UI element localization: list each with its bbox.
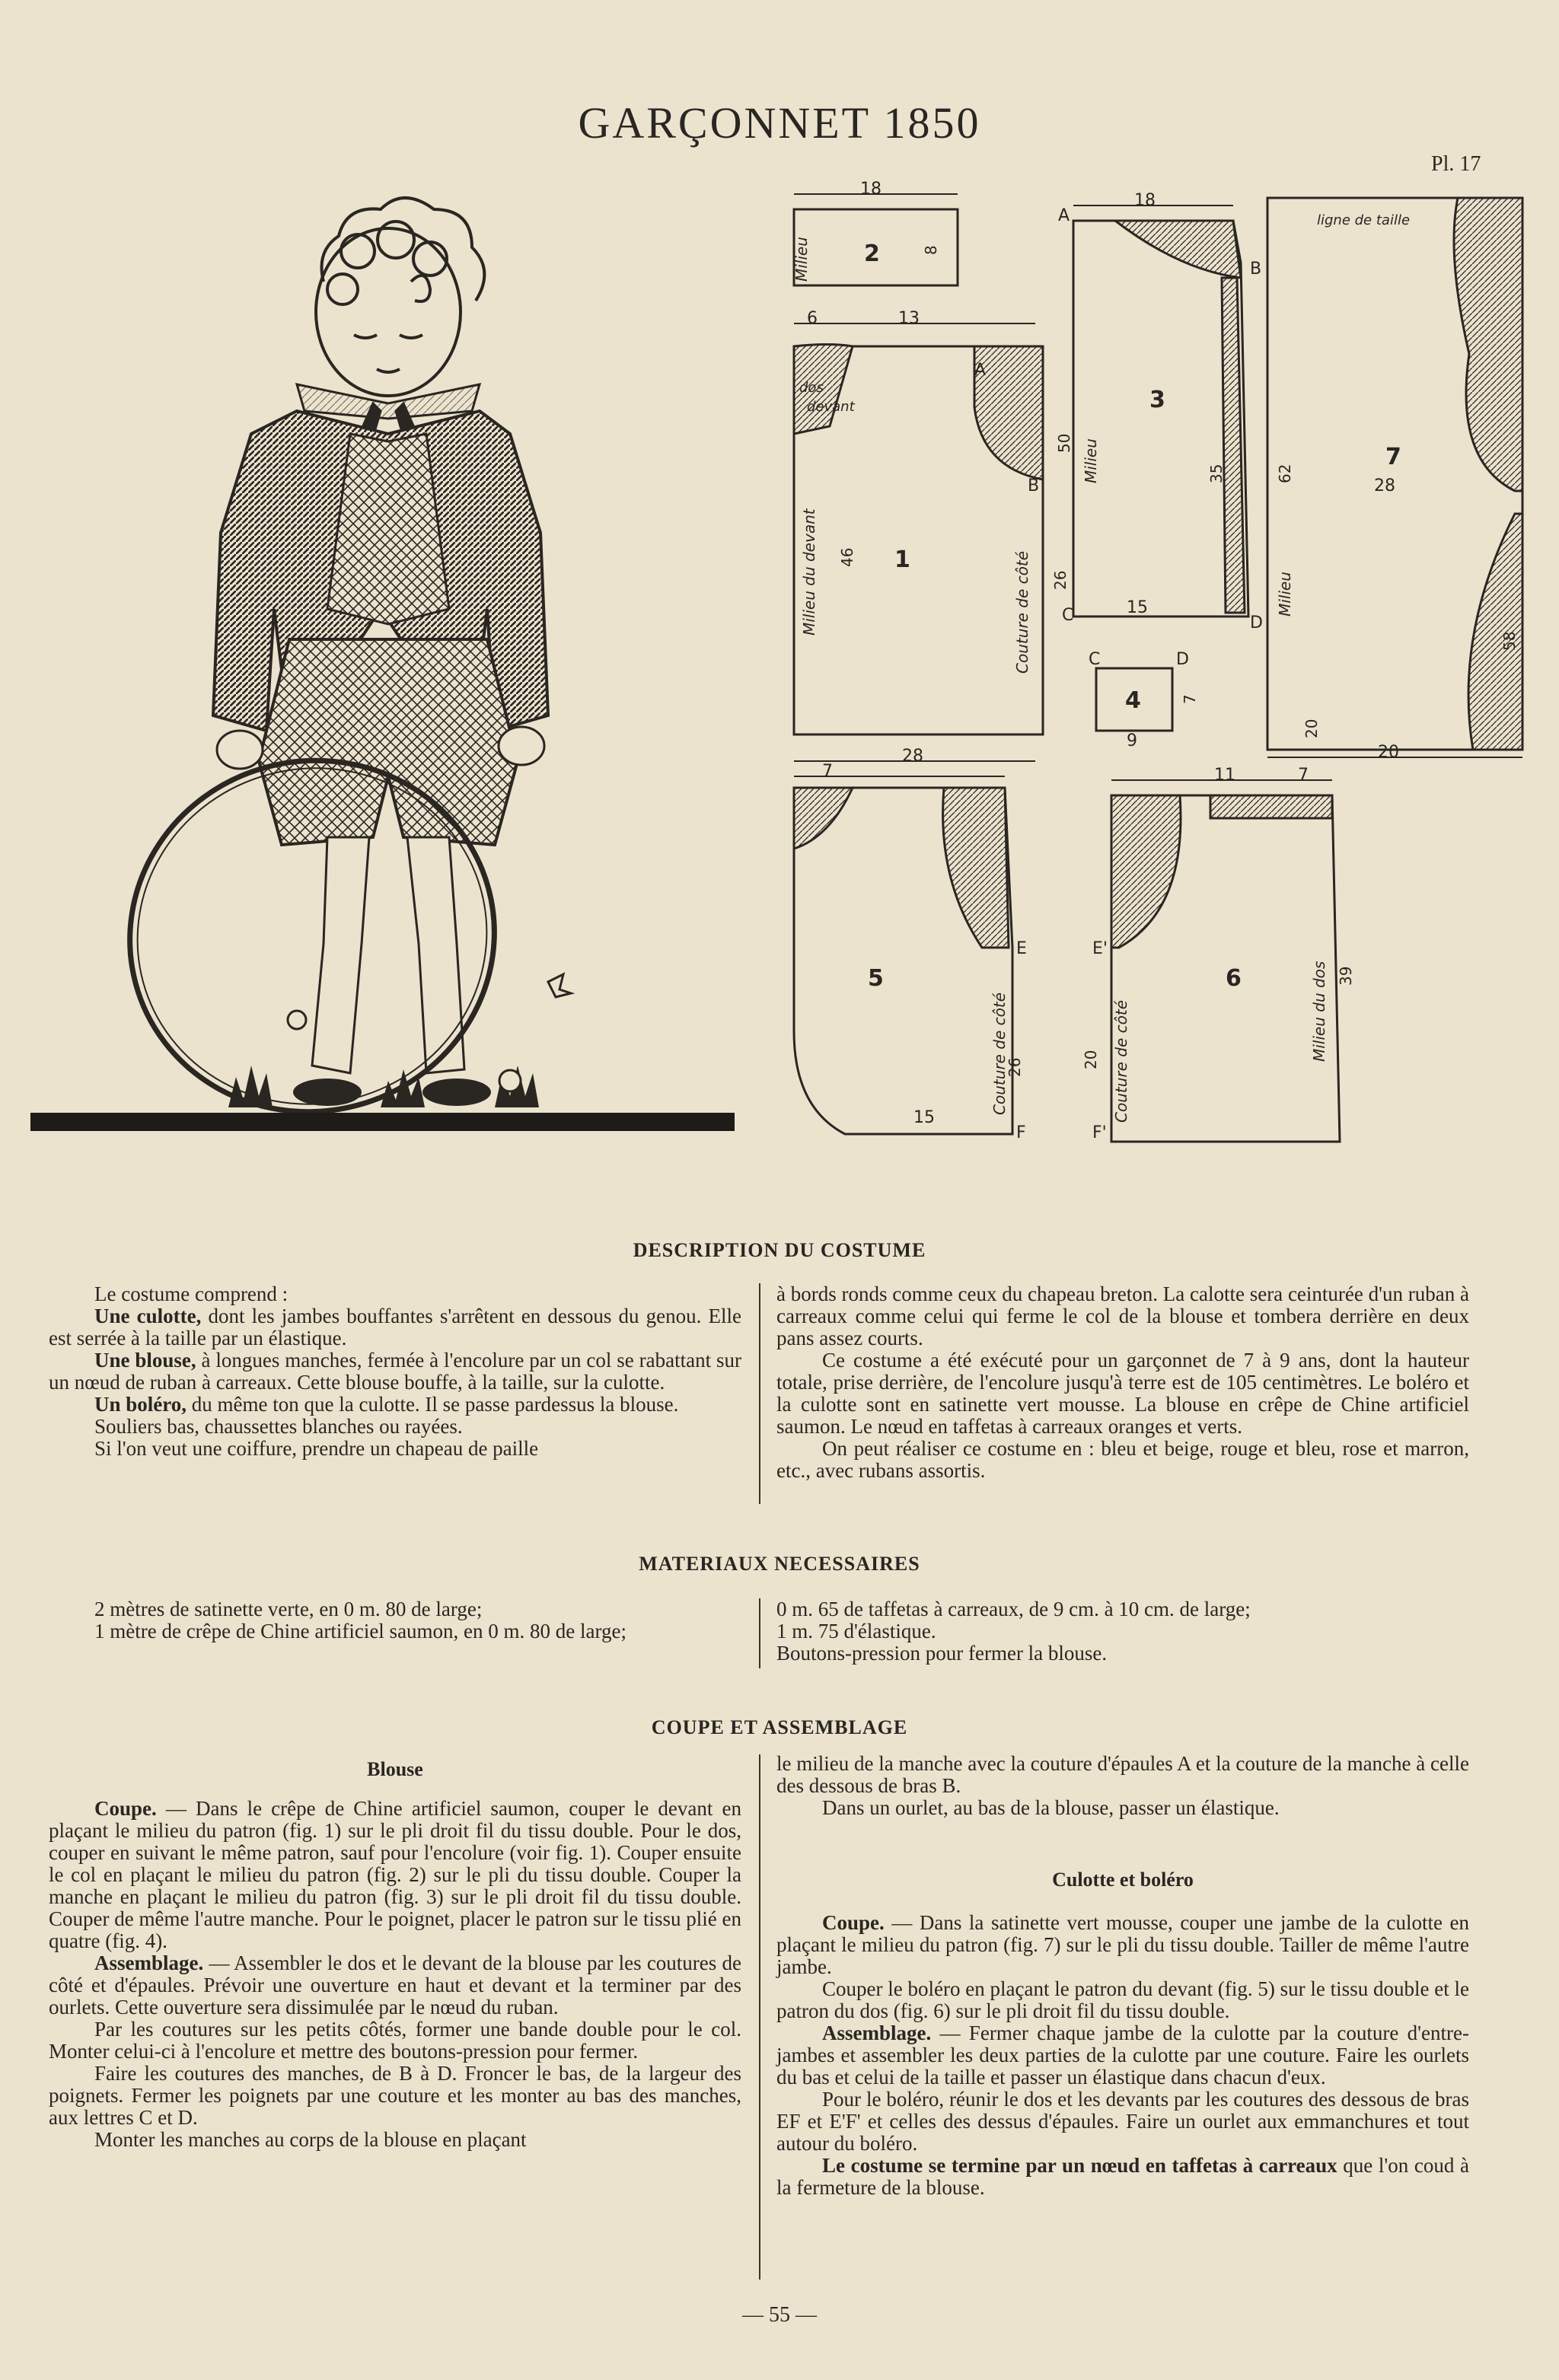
label-milieu-manche: Milieu (1082, 438, 1100, 483)
svg-text:7: 7 (822, 762, 833, 781)
materiaux-title: MATERIAUX NECESSAIRES (639, 1553, 920, 1575)
label-milieu-devant: Milieu du devant (800, 508, 818, 636)
butterfly-icon (548, 974, 571, 997)
svg-text:26: 26 (1051, 570, 1070, 590)
svg-text:46: 46 (838, 547, 856, 567)
materiaux-right: 0 m. 65 de taffetas à carreaux, de 9 cm. à 10 cm. de large; 1 m. 75 d'élastique. Boutons-pression pour fermer la blouse. (776, 1598, 1251, 1665)
svg-text:15: 15 (913, 1108, 935, 1127)
description-title: DESCRIPTION DU COSTUME (633, 1239, 926, 1261)
page-title: GARÇONNET 1850 (578, 98, 981, 148)
fig-number-3: 3 (1149, 387, 1165, 413)
svg-text:F': F' (1092, 1123, 1107, 1142)
svg-text:13: 13 (898, 309, 920, 328)
svg-text:devant: devant (807, 399, 855, 415)
svg-text:Couture de côté: Couture de côté (1112, 999, 1130, 1123)
svg-text:15: 15 (1127, 598, 1148, 617)
svg-text:62: 62 (1276, 464, 1294, 483)
svg-text:E': E' (1092, 939, 1108, 958)
svg-text:A: A (974, 361, 987, 380)
materiaux-left: 2 mètres de satinette verte, en 0 m. 80 de large; 1 mètre de crêpe de Chine artificiel saumon, en 0 m. 80 de large; (94, 1598, 626, 1642)
fig-number-1: 1 (894, 546, 910, 573)
svg-text:Couture de côté: Couture de côté (990, 992, 1009, 1115)
culotte (259, 639, 518, 845)
svg-text:8: 8 (922, 245, 940, 255)
svg-text:18: 18 (1134, 191, 1156, 210)
svg-text:39: 39 (1337, 966, 1355, 986)
svg-text:28: 28 (1374, 476, 1395, 495)
svg-text:20: 20 (1082, 1050, 1100, 1069)
fig-number-2: 2 (864, 241, 880, 267)
svg-text:6: 6 (807, 309, 818, 328)
coupe-right-b: Coupe. — Dans la satinette vert mousse, couper une jambe de la culotte en plaçant le milieu du patron (fig. 7) sur le pli du tissu double. Tailler de même l'autre jambe. Couper le boléro en plaçant le patron du devant (fig. 5) sur le tissu double et le patron du dos (fig. 6) sur le pli droit fil du tissu double. Assemblage. — Fermer chaque jambe de la culotte par la couture d'entre-jambes et assembler les deux parties de la culotte par une couture. Faire les ourlets du bas et celui de la taille et passer un élastique dans chacun d'eux. Pour le boléro, réunir le dos et les devants par les coutures des dessous de bras EF et E'F' et celles des dessus d'épaules. Faire un ourlet aux emmanchures et tout autour du boléro. Le costume se termine par un nœud en taffetas à carreaux que l'on coud à la fermeture de la blouse. (776, 1911, 1469, 2199)
ground-line (30, 1113, 735, 1131)
label-milieu-culotte: Milieu (1276, 572, 1294, 617)
fig-number-5: 5 (868, 965, 884, 992)
svg-text:20: 20 (1378, 743, 1399, 762)
svg-text:E: E (1016, 939, 1027, 958)
fig-number-4: 4 (1125, 687, 1141, 714)
svg-text:7: 7 (1298, 766, 1309, 785)
coupe-title: COUPE ET ASSEMBLAGE (651, 1716, 908, 1738)
label-ligne-taille: ligne de taille (1317, 212, 1411, 228)
svg-text:C: C (1089, 650, 1101, 669)
blouse-title: Blouse (367, 1758, 423, 1780)
boy-head (316, 198, 484, 396)
label-milieu-dos: Milieu du dos (1310, 961, 1328, 1062)
culotte-title: Culotte et boléro (1052, 1869, 1194, 1891)
coupe-right-a: le milieu de la manche avec la couture d'épaules A et la couture de la manche à celle des dessous de bras B. Dans un ourlet, au bas de la blouse, passer un élastique. (776, 1752, 1469, 1819)
legs (312, 837, 464, 1073)
column-rule (759, 1598, 760, 1668)
plate-number: Pl. 17 (1431, 152, 1481, 176)
label-couture-cote: Couture de côté (1013, 550, 1031, 674)
svg-text:dos: dos (799, 380, 824, 396)
svg-text:D: D (1176, 650, 1189, 669)
fig-number-7: 7 (1385, 444, 1401, 470)
boy-illustration (23, 183, 746, 1119)
svg-text:A: A (1058, 206, 1070, 225)
svg-text:F: F (1016, 1123, 1026, 1142)
svg-text:35: 35 (1207, 464, 1226, 483)
column-rule (759, 1754, 760, 2280)
svg-text:11: 11 (1214, 766, 1235, 785)
fig-number-6: 6 (1226, 965, 1242, 992)
label-milieu-col: Milieu (792, 237, 811, 282)
pattern-diagram (784, 179, 1530, 1153)
svg-text:20: 20 (1302, 718, 1321, 738)
svg-text:7: 7 (1181, 694, 1199, 704)
coupe-left: Coupe. — Dans le crêpe de Chine artificiel saumon, couper le devant en plaçant le milieu du patron (fig. 1) sur le pli droit fil du tissu double. Pour le dos, couper en suivant le même patron, sauf pour l'encolure (voir fig. 1). Couper ensuite le col en plaçant le milieu du patron (fig. 2) sur le pli du tissu double. Couper la manche en plaçant le milieu du patron (fig. 3) sur le pli droit fil du tissu double. Couper de même l'autre manche. Pour le poignet, placer le patron sur le tissu plié en quatre (fig. 4). Assemblage. — Assembler le dos et le devant de la blouse par les coutures de côté et d'épaules. Prévoir une ouverture en haut et devant et la terminer par des ourlets. Cette ouverture sera dissimulée par le nœud du ruban. Par les coutures sur les petits côtés, former une bande double pour le col. Monter celui-ci à l'encolure et mettre des boutons-pression pour fermer. Faire les coutures des manches, de B à D. Froncer le bas, de la largeur des poignets. Fermer les poignets par une couture et les monter au bas des manches, aux lettres C et D. Monter les manches au corps de la blouse en plaçant (49, 1797, 741, 2151)
svg-text:C: C (1062, 606, 1074, 625)
dim-18: 18 (860, 180, 882, 199)
description-left: Le costume comprend : Une culotte, dont les jambes bouffantes s'arrêtent en dessous du genou. Elle est serrée à la taille par un élastique. Une blouse, à longues manches, fermée à l'encolure par un col se rabattant sur un nœud de ruban à carreaux. Cette blouse bouffe, à la taille, sur la culotte. Un boléro, du même ton que la culotte. Il se passe pardessus la blouse. Souliers bas, chaussettes blanches ou rayées. Si l'on veut une coiffure, prendre un chapeau de paille (49, 1282, 741, 1460)
description-right: à bords ronds comme ceux du chapeau breton. La calotte sera ceinturée d'un ruban à carreaux comme celui qui ferme le col de la blouse et tombera derrière en deux pans assez courts. Ce costume a été exécuté pour un garçonnet de 7 à 9 ans, dont la hauteur totale, prise derrière, de l'encolure jusqu'à terre est de 105 centimètres. Le boléro et la culotte sont en satinette vert mousse. La blouse en crêpe de Chine artificiel saumon. Le nœud en taffetas à carreaux oranges et verts. On peut réaliser ce costume en : bleu et beige, rouge et bleu, rose et marron, etc., avec rubans assortis. (776, 1282, 1469, 1482)
svg-text:50: 50 (1055, 433, 1073, 453)
blouse (327, 434, 449, 624)
svg-text:28: 28 (902, 747, 923, 766)
column-rule (759, 1283, 760, 1504)
svg-text:9: 9 (1127, 731, 1137, 750)
svg-text:B: B (1028, 476, 1040, 495)
svg-text:58: 58 (1500, 631, 1519, 651)
svg-text:26: 26 (1006, 1057, 1024, 1077)
page-number: — 55 — (742, 2303, 817, 2327)
svg-text:D: D (1250, 613, 1263, 632)
svg-text:B: B (1250, 260, 1262, 279)
